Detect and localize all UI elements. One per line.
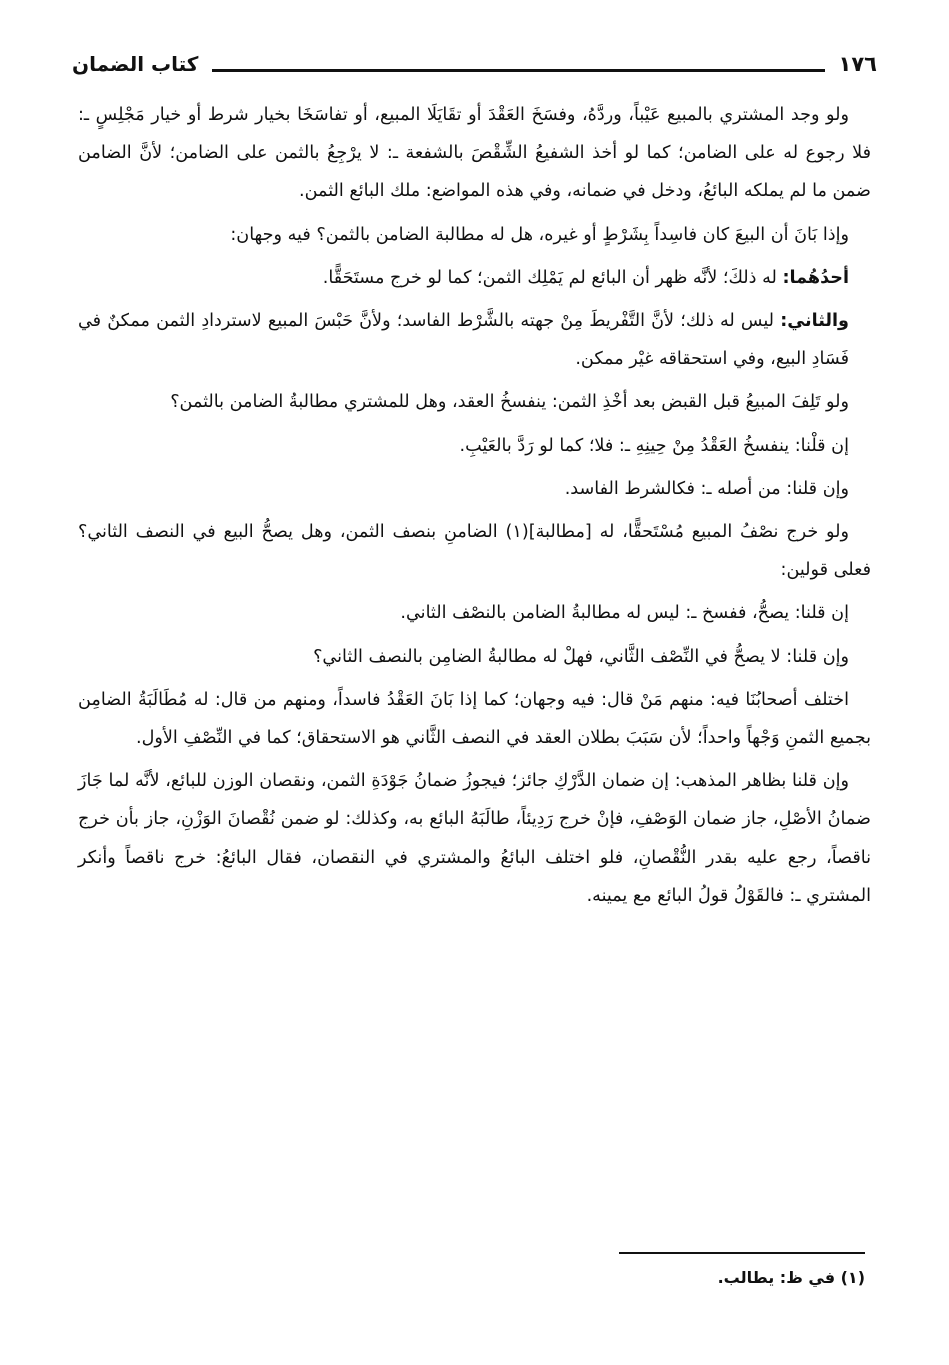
paragraph — [78, 259, 871, 297]
book-title: كتاب الضمان — [72, 52, 199, 76]
paragraph-text: له ذلكَ؛ لأنَّه ظهر أن البائع لم يَمْلِك الثمن؛ كما لو خرج مستَحَقًّا. — [322, 267, 783, 288]
paragraph — [78, 681, 871, 757]
paragraph-text: ولو تَلِفَ المبيعُ قبل القبض بعد أخْذِ الثمن: ينفسخُ العقد، وهل للمشتري مطالبةُ الضامن بالثمن؟ — [170, 392, 849, 413]
paragraph — [78, 470, 871, 508]
header-rule — [212, 69, 824, 72]
paragraph — [78, 427, 871, 465]
paragraph-text: اختلف أصحابُنَا فيه: منهم مَنْ قال: فيه وجهان؛ كما إذا بَانَ العَقْدُ فاسداً، ومنهم من قال: له مُطَالَبَةُ الضامِن بجميع الثمنِ وَجْهاً واحداً؛ لأن سَبَبَ بطلان العقد في النصف الثَّاني هو الاستحقاق؛ كما في النِّصْفِ الأول. — [78, 689, 871, 749]
page-header — [72, 44, 877, 84]
footnote: (١) في ظ: يطالب. — [717, 1268, 865, 1287]
paragraph-text: وإن قلنا: من أصله ـ: فكالشرط الفاسد. — [564, 478, 849, 499]
paragraph-lead: أحدُهُما: — [782, 267, 849, 288]
paragraph-text: ليس له ذلك؛ لأنَّ التَّفْريطَ مِنْ جهته بالشَّرْط الفاسد؛ ولأنَّ حَبْسَ المبيع لاستردادِ الثمن ممكنٌ في فَسَادِ البيع، وفي استحقاقه غيْر ممكن. — [78, 311, 849, 370]
paragraph-text: إن قلْنا: ينفسخُ العَقْدُ مِنْ حِينِهِ ـ: فلا؛ كما لو رَدَّ بالعَيْبِ. — [459, 435, 849, 456]
paragraph — [78, 216, 871, 254]
paragraph-text: ولو خرج نصْفُ المبيع مُسْتَحقًّا، له [مطالبة](١) الضامنِ بنصف الثمن، وهل يصحُّ البيع في النصف الثاني؟ فعلى قولين: — [78, 522, 871, 581]
paragraph — [78, 302, 871, 378]
paragraph — [78, 762, 871, 915]
paragraph-text: ولو وجد المشتري بالمبيع عَيْباً، وردَّهُ، وفسَخَ العَقْدَ أو تقَايَلَا المبيع، أو تفاسَخَا بخيار شرط أو خيار مَجْلِسٍ ـ: فلا رجوع له على الضامن؛ كما لو أخذ الشفيعُ الشِّقْصَ بالشفعة ـ: لا يرْجِعُ بالثمن على الضامن؛ لأنَّ الضامن ضمن ما لم يملكه البائعُ، ودخل في ضمانه، وفي هذه المواضع: ملك البائع الثمن. — [78, 105, 871, 202]
paragraph-text: وإذا بَانَ أن البيعَ كان فاسِداً بِشَرْطٍ أو غيره، هل له مطالبة الضامن بالثمن؟ فيه وجهان: — [230, 224, 849, 245]
paragraph-text: وإن قلنا: لا يصحُّ في النِّصْف الثَّاني، فهلْ له مطالبةُ الضامِن بالنصف الثاني؟ — [313, 646, 849, 667]
page-number: ١٧٦ — [838, 52, 877, 76]
paragraph — [78, 638, 871, 676]
paragraph-text: إن قلنا: يصحُّ، ففسخ ـ: ليس له مطالبةُ الضامن بالنصْف الثاني. — [400, 603, 849, 624]
paragraph-text: وإن قلنا بظاهر المذهب: إن ضمان الدَّرْكِ جائز؛ فيجوزُ ضمانُ جَوْدَةِ الثمن، ونقصان الوزن للبائع، لأنَّه لما جَازَ ضمانُ الأصْلِ، جاز ضمان الوَصْفِ، فإنْ خرج رَدِيئاً، طالَبَهُ البائع به، وكذلك: لو ضمن نُقْصانَ الوَزْنِ، جاز بأن خرج ناقصاً، رجع عليه بقدر النُّقْصانِ، فلو اختلف البائعُ والمشتري في النقصان، فقال البائعُ: خرج ناقصاً وأنكر المشتري ـ: فالقَوْلُ قولُ البائع مع يمينه. — [78, 771, 871, 906]
paragraph — [78, 594, 871, 632]
main-text — [78, 96, 871, 920]
paragraph — [78, 383, 871, 421]
paragraph-lead: والثاني: — [780, 311, 849, 332]
footnote-separator — [619, 1252, 865, 1254]
paragraph — [78, 96, 871, 211]
paragraph — [78, 513, 871, 589]
